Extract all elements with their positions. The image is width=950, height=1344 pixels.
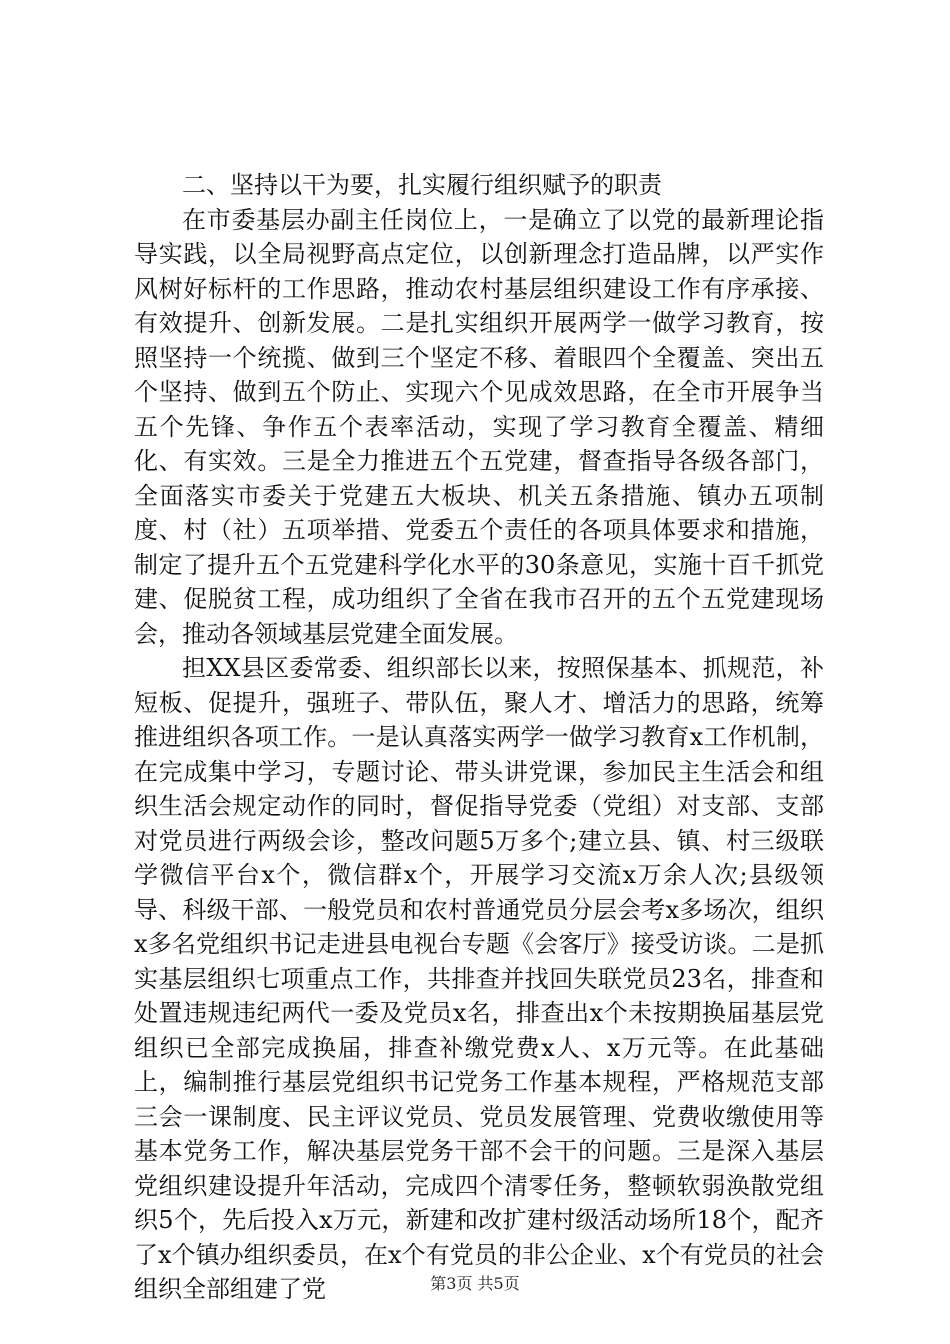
paragraph-1: 在市委基层办副主任岗位上，一是确立了以党的最新理论指导实践，以全局视野高点定位，以创新理念打造品牌，以严实作风树好标杆的工作思路，推动农村基层组织建设工作有序承接、有效提升、创新发展。二是扎实组织开展两学一做学习教育，按照坚持一个统揽、做到三个坚定不移、着眼四个全覆盖、突出五个坚持、做到五个防止、实现六个见成效思路，在全市开展争当五个先锋、争作五个表率活动，实现了学习教育全覆盖、精细化、有实效。三是全力推进五个五党建，督查指导各级各部门，全面落实市委关于党建五大板块、机关五条措施、镇办五项制度、村（社）五项举措、党委五个责任的各项具体要求和措施，制定了提升五个五党建科学化水平的30条意见，实施十百千抓党建、促脱贫工程，成功组织了全省在我市召开的五个五党建现场会，推动各领域基层党建全面发展。: [134, 205, 824, 648]
document-body: [134, 168, 824, 1307]
paragraph-2: 担XX县区委常委、组织部长以来，按照保基本、抓规范，补短板、促提升，强班子、带队伍，聚人才、增活力的思路，统筹推进组织各项工作。一是认真落实两学一做学习教育x工作机制，在完成集中学习，专题讨论、带头讲党课，参加民主生活会和组织生活会规定动作的同时，督促指导党委（党组）对支部、支部对党员进行两级会诊，整改问题5万多个;建立县、镇、村三级联学微信平台x个，微信群x个，开展学习交流x万余人次;县级领导、科级干部、一般党员和农村普通党员分层会考x多场次，组织x多名党组织书记走进县电视台专题《会客厅》接受访谈。二是抓实基层组织七项重点工作，共排查并找回失联党员23名，排查和处置违规违纪两代一委及党员x名，排查出x个未按期换届基层党组织已全部完成换届，排查补缴党费x人、x万元等。在此基础上，编制推行基层党组织书记党务工作基本规程，严格规范支部三会一课制度、民主评议党员、党员发展管理、党费收缴使用等基本党务工作，解决基层党务干部不会干的问题。三是深入基层党组织建设提升年活动，完成四个清零任务，整顿软弱涣散党组织5个，先后投入x万元，新建和改扩建村级活动场所18个，配齐了x个镇办组织委员，在x个有党员的非公企业、x个有党员的社会组织全部组建了党: [134, 654, 824, 1303]
section-heading: 二、坚持以干为要，扎实履行组织赋予的职责: [182, 171, 662, 199]
page-number-label: 第3页 共5页: [430, 1274, 520, 1293]
page-footer: [0, 1274, 950, 1294]
